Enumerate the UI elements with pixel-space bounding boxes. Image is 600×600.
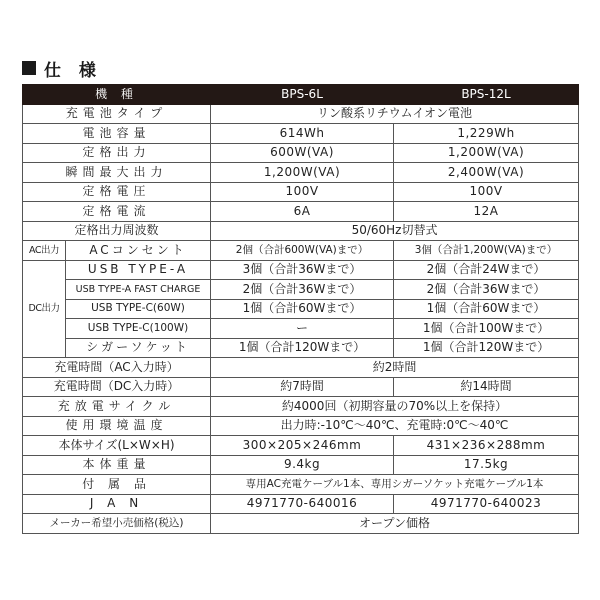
row-label: USB TYPE-A FAST CHARGE [66,280,211,300]
value-bps6l: 1個（合計60Wまで） [211,299,394,319]
row-usb-c-60w [23,299,579,319]
row-value: 専用AC充電ケーブル1本、専用シガーソケット充電ケーブル1本 [211,475,579,495]
header-model-label: 機 種 [23,85,211,105]
heading-text: 仕 様 [44,60,102,81]
row-label: 定格電圧 [23,182,211,202]
value-bps12l: 100V [394,182,579,202]
row-label: ACコンセント [66,241,211,261]
row-ac-outlet [23,241,579,261]
row-accessories [23,475,579,495]
value-bps6l: 4971770-640016 [211,494,394,514]
value-bps6l: 9.4kg [211,455,394,475]
row-price [23,514,579,534]
row-label: 使用環境温度 [23,416,211,436]
row-label: J A N [23,494,211,514]
row-usb-c-100w [23,319,579,339]
row-rated-output [23,143,579,163]
value-bps6l: 2個（合計600W(VA)まで） [211,241,394,261]
value-bps12l: 2個（合計24Wまで） [394,260,579,280]
row-label: USB TYPE-A [66,260,211,280]
row-peak-output [23,163,579,183]
spec-table [22,84,579,534]
row-jan [23,494,579,514]
row-size [23,436,579,456]
value-bps6l: 約7時間 [211,377,394,397]
row-temperature [23,416,579,436]
row-label: 定格出力 [23,143,211,163]
value-bps6l: 600W(VA) [211,143,394,163]
value-bps12l: 17.5kg [394,455,579,475]
row-value: 約4000回（初期容量の70%以上を保持） [211,397,579,417]
value-bps12l: 1個（合計120Wまで） [394,338,579,358]
value-bps6l: 100V [211,182,394,202]
value-bps12l: 12A [394,202,579,222]
row-label: 付 属 品 [23,475,211,495]
value-bps6l: 1,200W(VA) [211,163,394,183]
value-bps6l: 614Wh [211,124,394,144]
value-bps12l: 3個（合計1,200W(VA)まで） [394,241,579,261]
row-charge-time-dc [23,377,579,397]
row-capacity [23,124,579,144]
row-value: 約2時間 [211,358,579,378]
value-bps6l: 3個（合計36Wまで） [211,260,394,280]
header-bps6l: BPS-6L [211,85,394,105]
row-label: 充電時間（AC入力時） [23,358,211,378]
header-bps12l: BPS-12L [394,85,579,105]
row-value: オープン価格 [211,514,579,534]
row-value: 出力時:-10℃〜40℃、充電時:0℃〜40℃ [211,416,579,436]
row-label: メーカー希望小売価格(税込) [23,514,211,534]
row-label: 定格電流 [23,202,211,222]
value-bps12l: 2,400W(VA) [394,163,579,183]
value-bps12l: 1,229Wh [394,124,579,144]
section-heading [22,56,102,80]
ac-output-group-label: AC出力 [23,241,66,261]
row-weight [23,455,579,475]
value-bps12l: 431×236×288mm [394,436,579,456]
value-bps6l: 6A [211,202,394,222]
dc-output-group-label: DC出力 [23,260,66,358]
row-label: 充電池タイプ [23,104,211,124]
row-value: リン酸系リチウムイオン電池 [211,104,579,124]
value-bps12l: 1,200W(VA) [394,143,579,163]
row-label: 本体重量 [23,455,211,475]
row-label: 充放電サイクル [23,397,211,417]
row-label: 定格出力周波数 [23,221,211,241]
row-label: USB TYPE-C(100W) [66,319,211,339]
table-header-row [23,85,579,105]
value-bps6l: 1個（合計120Wまで） [211,338,394,358]
square-bullet-icon [22,61,36,75]
row-label: USB TYPE-C(60W) [66,299,211,319]
row-rated-frequency [23,221,579,241]
row-label: 電池容量 [23,124,211,144]
value-bps6l: 300×205×246mm [211,436,394,456]
row-label: シガーソケット [66,338,211,358]
value-bps12l: 約14時間 [394,377,579,397]
value-bps6l: ー [211,319,394,339]
row-label: 充電時間（DC入力時） [23,377,211,397]
row-usb-a-fast-charge [23,280,579,300]
value-bps12l: 2個（合計36Wまで） [394,280,579,300]
row-rated-voltage [23,182,579,202]
row-value: 50/60Hz切替式 [211,221,579,241]
row-label: 本体サイズ(L×W×H) [23,436,211,456]
value-bps12l: 4971770-640023 [394,494,579,514]
row-charge-time-ac [23,358,579,378]
row-usb-a [23,260,579,280]
row-rated-current [23,202,579,222]
row-cigar-socket [23,338,579,358]
value-bps12l: 1個（合計100Wまで） [394,319,579,339]
value-bps12l: 1個（合計60Wまで） [394,299,579,319]
row-battery-type [23,104,579,124]
row-cycles [23,397,579,417]
value-bps6l: 2個（合計36Wまで） [211,280,394,300]
row-label: 瞬間最大出力 [23,163,211,183]
